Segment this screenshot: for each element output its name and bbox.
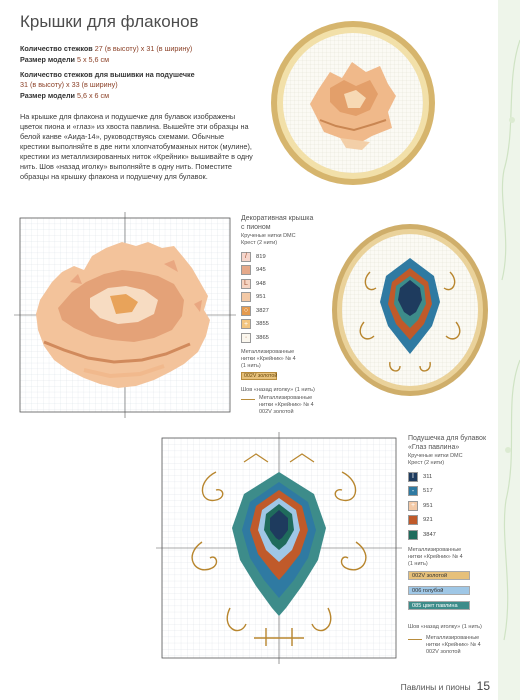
swatch-row [408, 500, 433, 511]
color-swatch [408, 530, 418, 540]
backstitch-detail: Металлизированные [426, 635, 480, 641]
swatch-symbol: · [244, 334, 248, 341]
spec-value: 5,6 х 6 см [76, 91, 110, 100]
page-footer [401, 679, 490, 693]
swatch-row [241, 265, 266, 276]
backstitch-label: Шов «назад иголку» (1 нить) [408, 624, 482, 630]
metallic-title: Металлизированные [241, 349, 295, 355]
section-title: Павлины и пионы [400, 682, 471, 692]
metallic-thread-chip: 085 цвет павлина [408, 601, 470, 610]
swatch-row [408, 515, 433, 526]
swatch-code: 3865 [256, 334, 269, 341]
swatch-code: 819 [256, 253, 266, 260]
color-swatch [241, 292, 251, 302]
color-swatch [241, 333, 251, 343]
swatch-row [408, 529, 436, 540]
spec-size [20, 55, 109, 64]
metallic-thread-chip: 002V золотой [408, 571, 470, 580]
swatch-code: 311 [423, 473, 433, 480]
swatch-row [241, 319, 269, 330]
swatch-symbol: L [244, 280, 248, 287]
page-title: Крышки для флаконов [20, 12, 199, 31]
backstitch-detail: нитки «Крейник» № 4 [426, 642, 481, 648]
swatch-row [241, 305, 269, 316]
spec-label: Размер модели [20, 91, 75, 100]
swatch-symbol: I [412, 473, 414, 480]
color-swatch [241, 265, 251, 275]
swatch-code: 951 [423, 502, 433, 509]
spec-pin-size [20, 91, 109, 100]
swatch-symbol: / [245, 253, 247, 260]
color-swatch [241, 306, 251, 316]
legend-title: с пионом [241, 223, 271, 231]
side-decoration [498, 0, 520, 700]
swatch-row [408, 486, 433, 497]
metallic-title: (1 нить) [408, 561, 428, 567]
swatch-code: 3827 [256, 307, 269, 314]
spec-pin-stitch [20, 70, 195, 79]
instructions-text: На крышке для флакона и подушечке для булавок изображены цветок пиона и «глаз» из хвоста павлина. Вышейте эти образцы на белой канве «Аида-14», руководствуясь схемами. Обычные крестики выполняйте в две нити хлопчатобумажных ниток (мулине), крестики из металлизированных ниток «Крейник» вышивайте в одну нить. Шов «назад иголку» выполняйте в одну нить. Поместите образцы на крышку флакона и подушечку для булавок. [20, 112, 253, 181]
peacock-lid-photo [330, 222, 490, 398]
spec-value: 5 х 5,6 см [76, 55, 110, 64]
color-swatch [408, 486, 418, 496]
spec-value: 27 (в высоту) х 31 (в ширину) [94, 44, 193, 53]
backstitch-detail: 002V золотой [259, 409, 294, 415]
legend-thread: Крученые нитки DMC [241, 233, 296, 239]
legend-thread: Крученые нитки DMC [408, 453, 463, 459]
swatch-code: 951 [256, 294, 266, 300]
legend-thread: Крест (2 нити) [241, 240, 278, 246]
swatch-row [408, 471, 432, 482]
backstitch-detail: нитки «Крейник» № 4 [259, 402, 314, 408]
color-swatch [241, 252, 251, 262]
swatch-code: 3847 [423, 531, 436, 538]
swatch-symbol: + [243, 320, 249, 328]
legend-title: Декоративная крышка [241, 215, 314, 222]
swatch-row [241, 251, 266, 262]
color-swatch [408, 472, 418, 482]
metallic-title: нитки «Крейник» № 4 [408, 554, 463, 560]
spec-label: Количество стежков [20, 44, 93, 53]
color-swatch [408, 515, 418, 525]
swatch-symbol: ○ [243, 307, 249, 314]
peony-legend [241, 215, 326, 420]
swatch-code: 945 [256, 267, 266, 273]
metallic-title: нитки «Крейник» № 4 [241, 356, 296, 362]
spec-pin-stitch-value [20, 80, 118, 89]
backstitch-line [241, 399, 255, 400]
spec-value: 31 (в высоту) х 33 (в ширину) [20, 80, 118, 89]
legend-thread: Крест (2 нити) [408, 460, 445, 466]
peony-chart [14, 212, 236, 418]
backstitch-detail: 002V золотой [426, 649, 461, 655]
spec-label: Количество стежков для вышивки на подушечке [20, 70, 195, 79]
backstitch-label: Шов «назад иголку» (1 нить) [241, 387, 315, 393]
peacock-legend [408, 435, 500, 670]
backstitch-line [408, 639, 422, 640]
gold-thread-chip: 002V золотой [241, 372, 277, 380]
legend-title: «Глаз павлина» [408, 443, 460, 451]
legend-title: Подушечка для булавок [408, 435, 487, 442]
swatch-symbol: + [410, 502, 416, 509]
spec-label: Размер модели [20, 55, 75, 64]
metallic-title: (1 нить) [241, 363, 261, 369]
swatch-code: 948 [256, 280, 266, 287]
metallic-title: Металлизированные [408, 547, 462, 553]
spec-stitch-count [20, 44, 192, 53]
swatch-code: 517 [423, 488, 433, 494]
backstitch-detail: Металлизированные [259, 395, 313, 401]
swatch-code: 3855 [256, 321, 269, 327]
swatch-symbol: - [411, 487, 415, 495]
color-swatch [241, 279, 251, 289]
page-number: 15 [476, 679, 490, 693]
peony-lid-photo [270, 20, 436, 186]
swatch-code: 921 [423, 517, 433, 523]
color-swatch [241, 319, 251, 329]
color-swatch [408, 501, 418, 511]
swatch-row [241, 332, 269, 343]
metallic-thread-chip: 006 голубой [408, 586, 470, 595]
swatch-row [241, 278, 266, 289]
swatch-row [241, 292, 266, 303]
peacock-chart [156, 432, 402, 664]
